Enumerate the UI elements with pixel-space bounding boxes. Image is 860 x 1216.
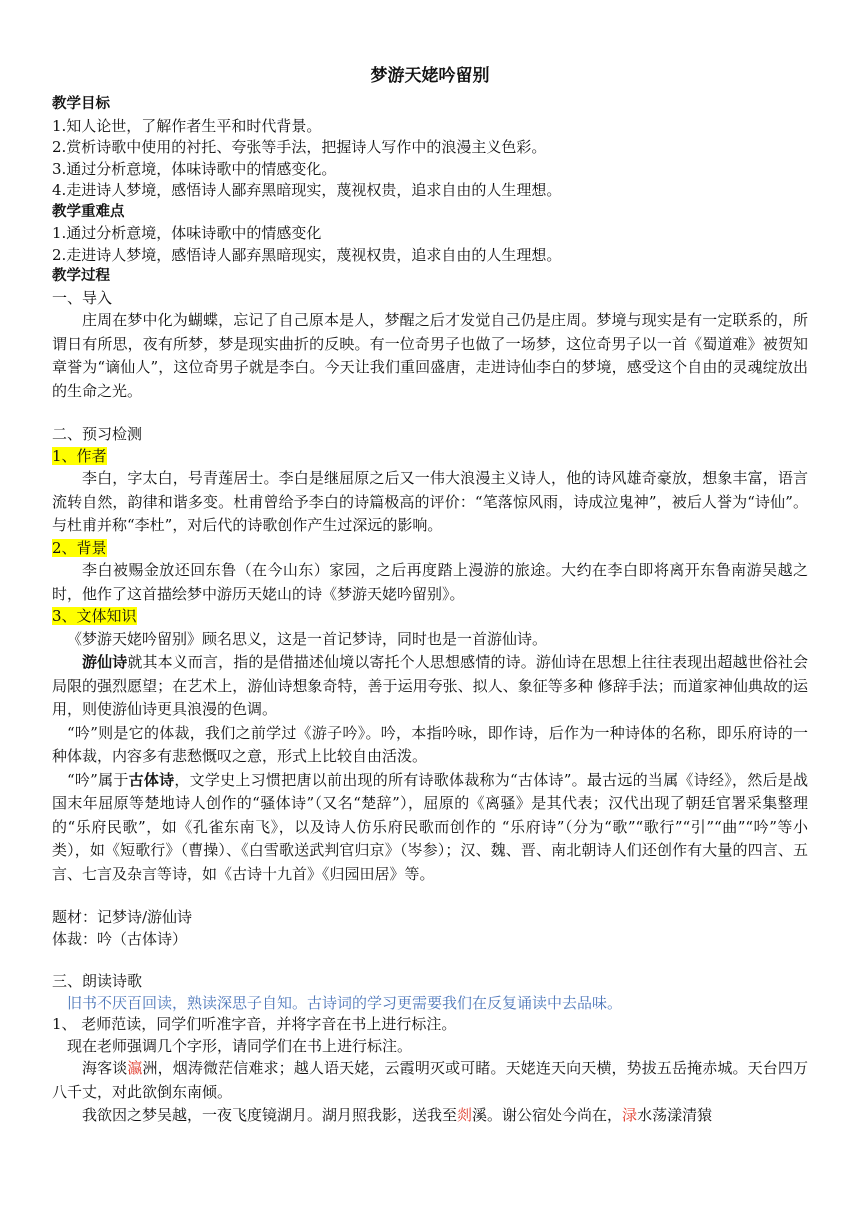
genre-paragraph-2-text: 就其本义而言，指的是借描述仙境以寄托个人思想感情的诗。游仙诗在思想上往往表现出超越世俗社会局限的强烈愿望；在艺术上，游仙诗想象奇特，善于运用夸张、拟人、象征等多种 修辞手法；而道家神仙典故的运用，则使游仙诗更具浪漫的色调。 <box>52 653 808 718</box>
poem-stanza-2 <box>52 1104 808 1128</box>
goal-item: 4.走进诗人梦境，感悟诗人鄙弃黑暗现实，蔑视权贵，追求自由的人生理想。 <box>52 181 562 199</box>
background-label: 2、背景 <box>52 538 107 557</box>
genre-paragraph-4 <box>52 769 808 887</box>
genre-label: 3、文体知识 <box>52 607 137 625</box>
document-title: 梦游天姥吟留别 <box>370 66 490 86</box>
poem-stanza-1 <box>52 1057 808 1104</box>
poem-text: 海客谈 <box>82 1059 128 1077</box>
goals-heading: 教学目标 <box>52 96 110 112</box>
preview-heading: 二、预习检测 <box>52 425 143 443</box>
author-label: 1、作者 <box>52 446 107 465</box>
key-point-item: 1.通过分析意境，体味诗歌中的情感变化 <box>52 224 322 242</box>
goal-item: 3.通过分析意境，体味诗歌中的情感变化。 <box>52 159 337 178</box>
intro-heading: 一、导入 <box>52 288 113 307</box>
background-paragraph: 李白被赐金放还回东鲁（在今山东）家园，之后再度踏上漫游的旅途。大约在李白即将离开东鲁南游吴越之时，他作了这首描绘梦中游历天姥山的诗《梦游天姥吟留别》。 <box>52 561 808 603</box>
goal-item: 1.知人论世，了解作者生平和时代背景。 <box>52 116 322 135</box>
goal-item: 2.赏析诗歌中使用的衬托、夸张等手法，把握诗人写作中的浪漫主义色彩。 <box>52 138 547 156</box>
reading-quote: 旧书不厌百回读，熟读深思子自知。古诗词的学习更需要我们在反复诵读中去品味。 <box>67 993 623 1012</box>
author-paragraph: 李白，字太白，号青莲居士。李白是继屈原之后又一伟大浪漫主义诗人，他的诗风雄奇豪放，想象丰富，语言流转自然，韵律和谐多变。杜甫曾给予李白的诗篇极高的评价：“笔落惊风雨，诗成泣鬼神”，被后人誉为“诗仙”。与杜甫并称“李杜”，对后代的诗歌创作产生过深远的影响。 <box>52 469 808 534</box>
poem-text: 溪。谢公宿处今尚在， <box>472 1106 623 1124</box>
poem-text: 我欲因之梦吴越，一夜飞度镜湖月。湖月照我影，送我至 <box>82 1106 458 1124</box>
poem-text: 水荡漾清猿 <box>637 1106 713 1124</box>
subject-line: 题材：记梦诗/游仙诗 <box>52 908 193 926</box>
key-point-item: 2.走进诗人梦境，感悟诗人鄙弃黑暗现实，蔑视权贵，追求自由的人生理想。 <box>52 245 562 264</box>
key-points-heading: 教学重难点 <box>52 203 125 220</box>
reading-step-1: 1、 老师范读，同学们听准字音，并将字音在书上进行标注。 <box>52 1015 457 1033</box>
genre-paragraph-4-text: ，文学史上习惯把唐以前出现的所有诗歌体裁称为“古体诗”。最古远的当属《诗经》，然后是战国末年屈原等楚地诗人创作的“骚体诗”（又名“楚辞”），屈原的《离骚》是其代表；汉代出现了朝廷官署采集整理的“乐府民歌”，如《孔雀东南飞》，以及诗人仿乐府民歌而创作的 “乐府诗”（分为“歌”“歌行”“引”“曲”“吟”等小类），如《短歌行》（曹操）、《白雪歌送武判官归京》（岑参）；汉、魏、晋、南北朝诗人们还创作有大量的四言、五言、七言及杂言等诗，如《古诗十九首》《归园田居》等。 <box>52 770 808 883</box>
highlighted-char: 渌 <box>622 1106 638 1124</box>
genre-paragraph-3: “吟”则是它的体裁，我们之前学过《游子吟》。吟，本指吟咏，即作诗，后作为一种诗体的名称，即乐府诗的一种体裁，内容多有悲愁慨叹之意，形式上比较自由活泼。 <box>52 723 808 765</box>
genre-paragraph-4-lead: “吟”属于 <box>67 770 129 789</box>
intro-paragraph: 庄周在梦中化为蝴蝶，忘记了自己原本是人，梦醒之后才发觉自己仍是庄周。梦境与现实是有一定联系的，所谓日有所思，夜有所梦，梦是现实曲折的反映。有一位奇男子也做了一场梦，这位奇男子以一首《蜀道难》被贺知章誉为“谪仙人”，这位奇男子就是李白。今天让我们重回盛唐，走进诗仙李白的梦境，感受这个自由的灵魂绽放出的生命之光。 <box>52 311 808 400</box>
genre-term-youxianshi: 游仙诗 <box>82 653 128 671</box>
poem-text: 洲，烟涛微茫信难求；越人语天姥，云霞明灭或可睹。天姥连天向天横，势拔五岳掩赤城。天台四万八千丈，对此欲倒东南倾。 <box>52 1059 808 1101</box>
process-heading: 教学过程 <box>52 268 110 284</box>
genre-term-gutishi: 古体诗 <box>128 770 175 789</box>
highlighted-char: 剡 <box>457 1106 473 1124</box>
form-line: 体裁：吟（古体诗） <box>52 929 188 948</box>
highlighted-char: 瀛 <box>127 1059 143 1077</box>
reading-step-1-sub: 现在老师强调几个字形，请同学们在书上进行标注。 <box>67 1036 413 1055</box>
genre-paragraph-1: 《梦游天姥吟留别》顾名思义，这是一首记梦诗，同时也是一首游仙诗。 <box>67 629 548 648</box>
reading-heading: 三、朗读诗歌 <box>52 972 143 990</box>
genre-paragraph-2 <box>52 651 808 722</box>
